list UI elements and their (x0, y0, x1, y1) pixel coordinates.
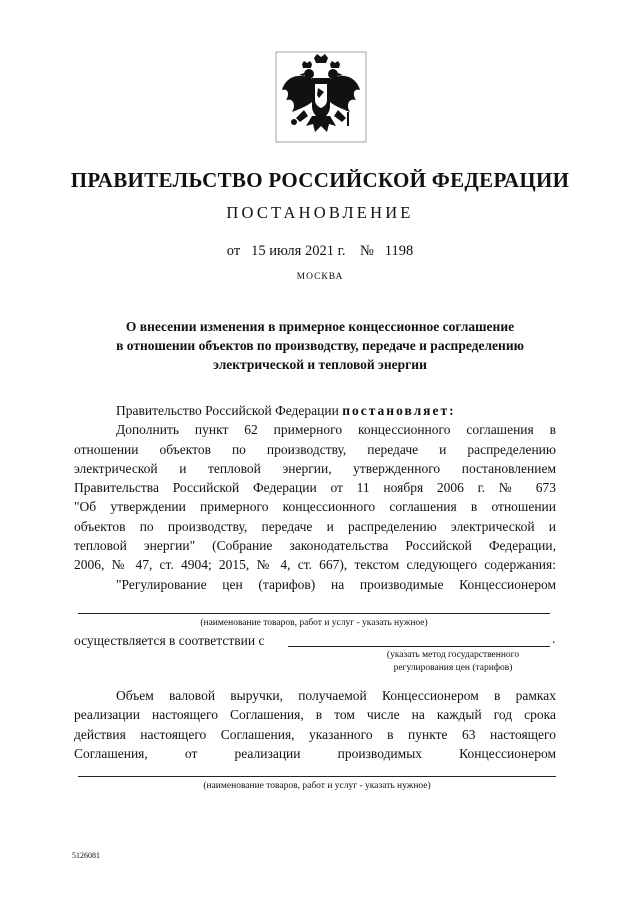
subject-line: в отношении объектов по производству, передаче и распределению (116, 338, 524, 353)
caption-goods-2: (наименование товаров, работ и услуг - указать нужное) (203, 781, 431, 791)
fill-in-line-goods-2 (78, 776, 556, 777)
date-prefix: от (226, 243, 241, 259)
fill-in-line-goods (78, 613, 550, 614)
text-line: электрической и тепловой энергии, утвержденного постановлением (74, 460, 556, 476)
subject-line: О внесении изменения в примерное концессионное соглашение (125, 319, 515, 334)
text-line: Правительства Российской Федерации от 11 ноября 2006 г. № 673 (74, 480, 556, 496)
intro-text: Правительство Российской Федерации (116, 403, 343, 418)
decree-number: 1198 (384, 243, 414, 259)
document-code: 5126081 (72, 851, 100, 860)
text-line: Соглашения, от реализации производимых Концессионером (74, 745, 556, 761)
body-paragraph-2 (74, 686, 556, 763)
text-line: действия настоящего Соглашения, указанного в пункте 63 настоящего (74, 726, 556, 742)
text-line: отношении объектов по производству, передаче и распределению (74, 441, 556, 457)
city: МОСКВА (296, 272, 344, 282)
intro-emphasis: постановляет: (342, 403, 456, 418)
period-mark: . (552, 631, 556, 646)
text-line: 2006, № 47, ст. 4904; 2015, № 4, ст. 667), текстом следующего содержания: (74, 557, 556, 573)
decree-date: 15 июля 2021 г. (251, 243, 346, 259)
text-line: объектов по производству, передаче и распределению электрической и (74, 518, 556, 534)
fill-in-line-method (288, 646, 550, 647)
carried-out-text: осуществляется в соответствии с (74, 633, 265, 648)
caption-method-2: регулирования цен (тарифов) (393, 663, 513, 673)
date-number-line (0, 243, 640, 260)
subject-line: электрической и тепловой энергии (213, 357, 427, 372)
body-paragraph-1 (74, 401, 556, 594)
text-line: тепловой энергии" (Собрание законодательства Российской Федерации, (74, 538, 556, 554)
intro-line (74, 401, 556, 420)
caption-goods: (наименование товаров, работ и услуг - указать нужное) (200, 618, 428, 628)
subject-heading (70, 317, 570, 374)
text-line: реализации настоящего Соглашения, в том числе на каждый год срока (74, 707, 556, 723)
text-line: "Регулирование цен (тарифов) на производимые Концессионером (116, 576, 556, 592)
text-line: Дополнить пункт 62 примерного концессионного соглашения в (116, 422, 556, 438)
government-title: ПРАВИТЕЛЬСТВО РОССИЙСКОЙ ФЕДЕРАЦИИ (70, 168, 570, 192)
caption-method-1: (указать метод государственного (386, 650, 520, 660)
text-line: "Об утверждении примерного концессионного соглашения в отношении (74, 499, 556, 515)
document-type: ПОСТАНОВЛЕНИЕ (226, 203, 414, 222)
number-sign: № (360, 243, 374, 259)
text-line: Объем валовой выручки, получаемой Концессионером в рамках (116, 688, 556, 703)
carried-out-line (74, 631, 556, 650)
russian-coat-of-arms-icon (274, 50, 368, 144)
